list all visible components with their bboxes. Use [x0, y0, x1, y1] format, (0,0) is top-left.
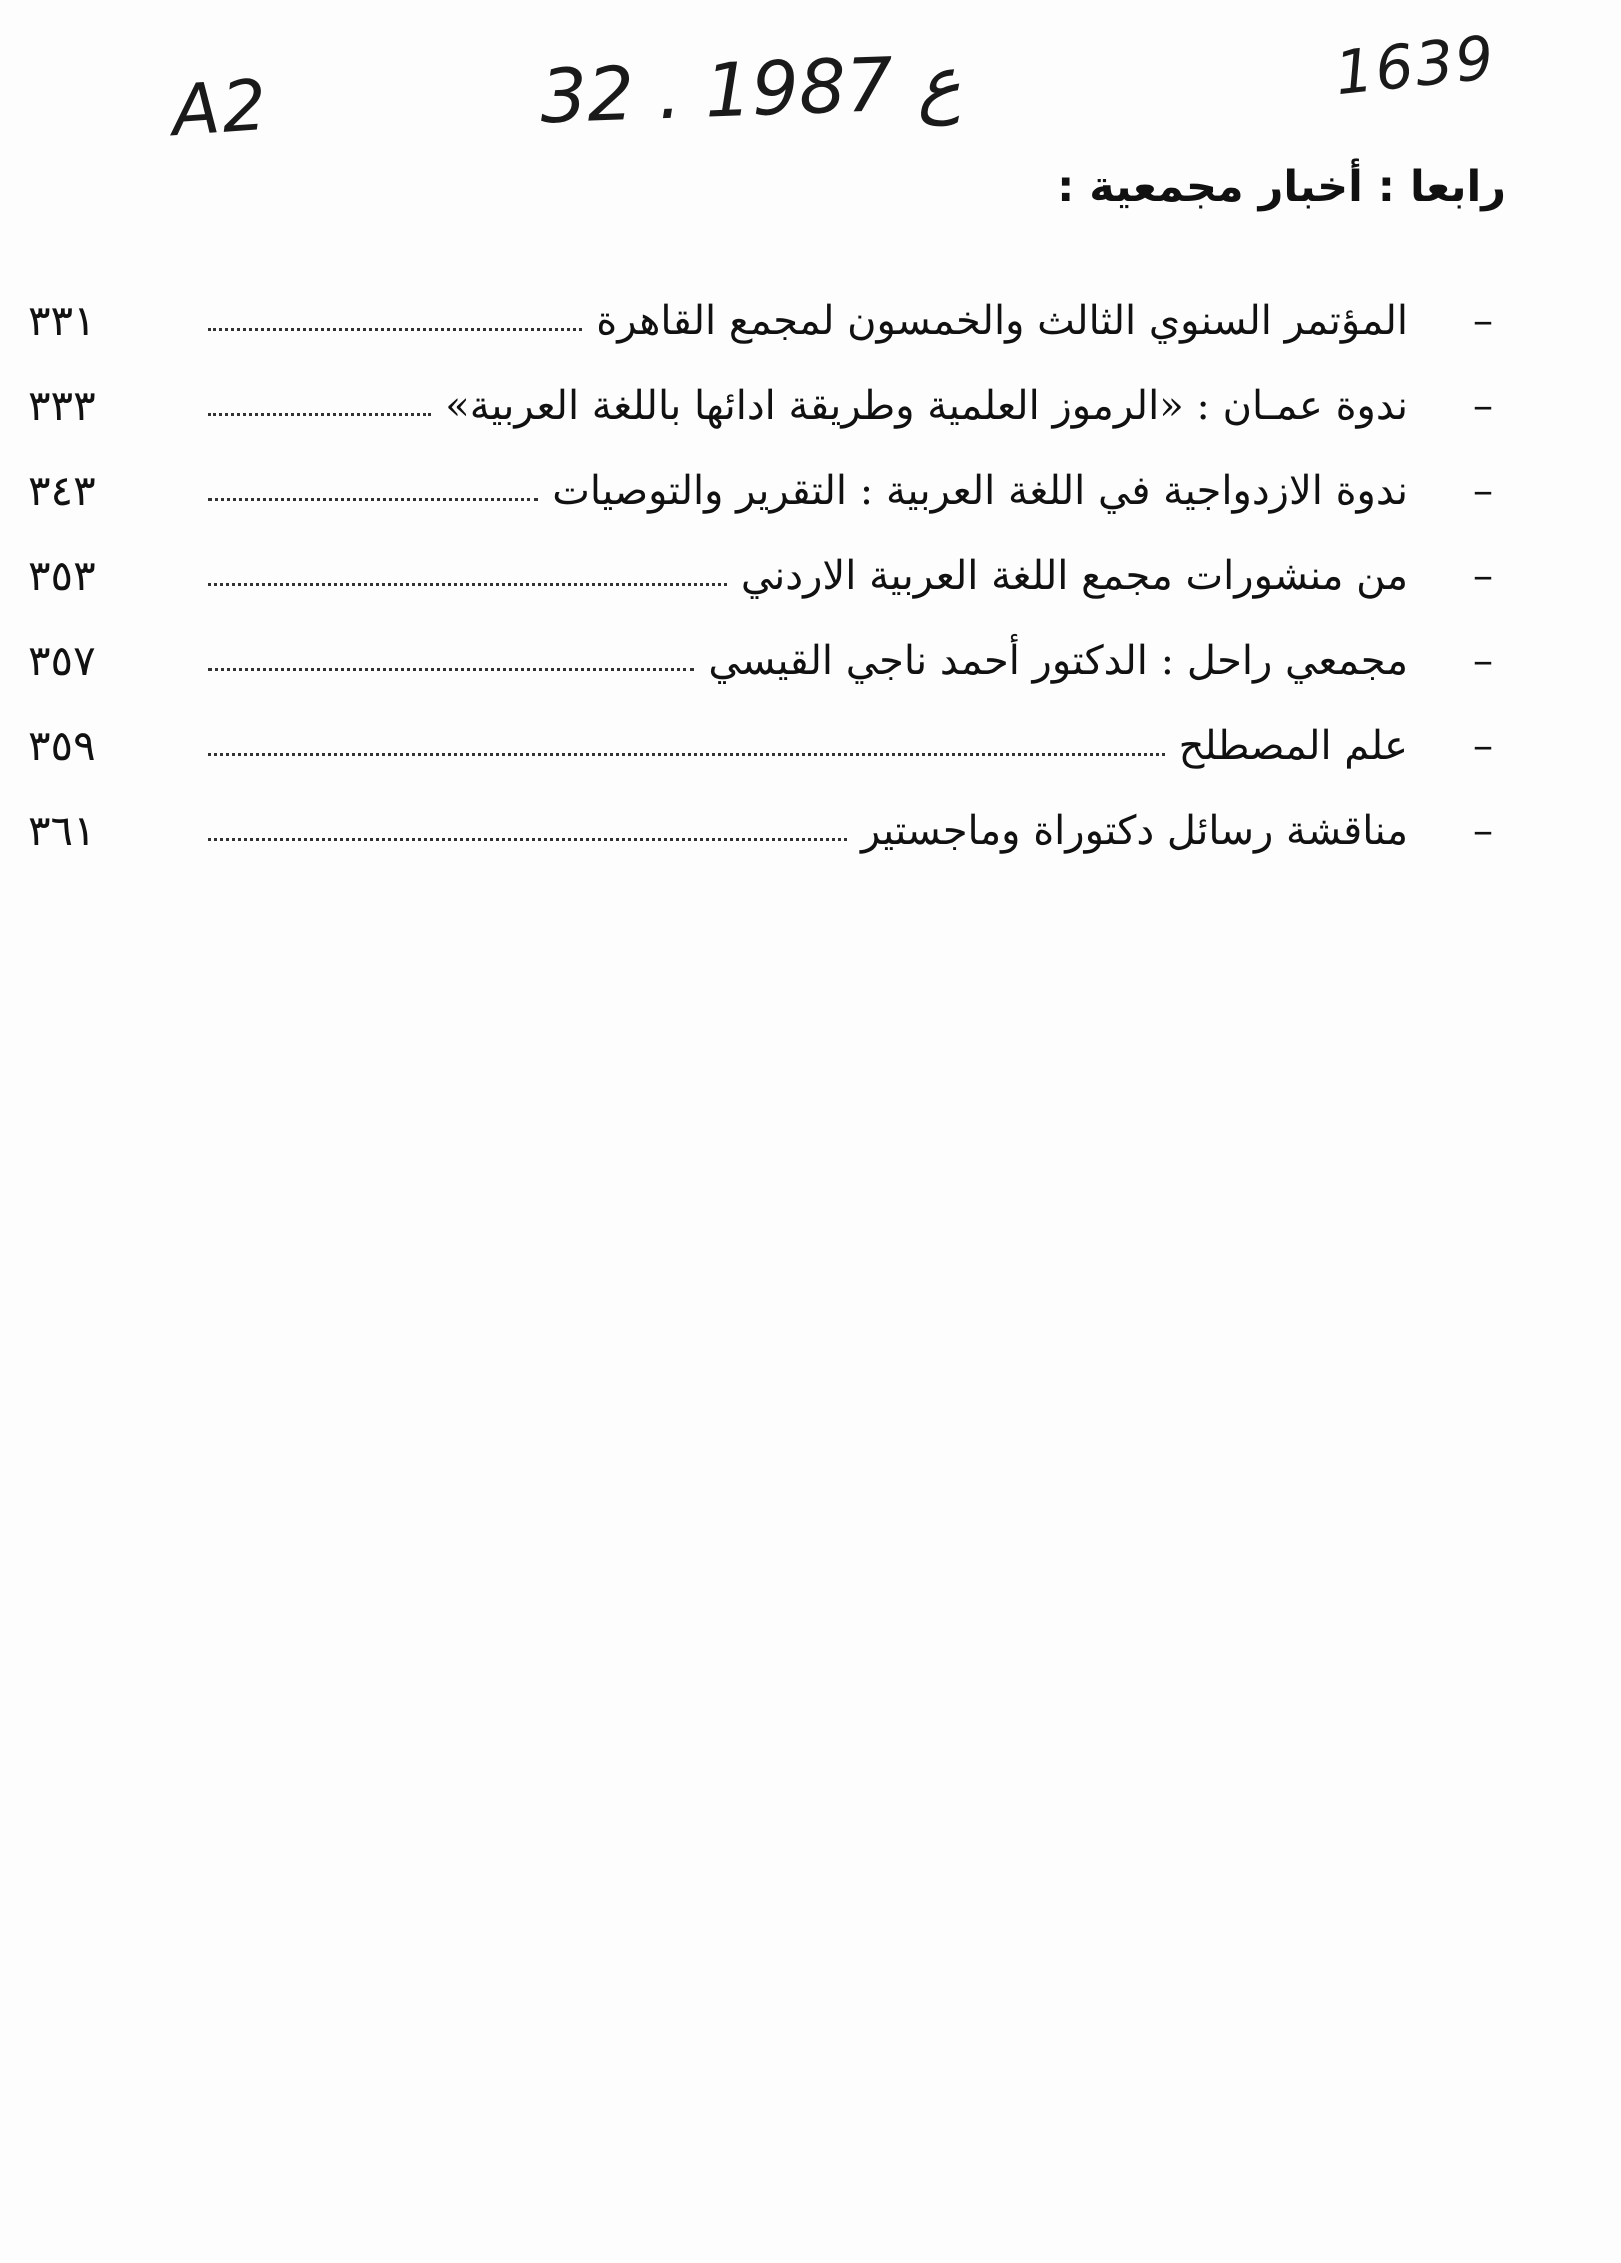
- toc-dash: –: [1473, 637, 1493, 684]
- toc-dot-leader: [208, 328, 582, 331]
- toc-page-number: ٣٣١: [28, 296, 96, 345]
- toc-dot-leader: [208, 753, 1165, 756]
- handwritten-reference: 32 . ع 1987: [538, 39, 963, 141]
- toc-row: [28, 788, 1503, 873]
- toc-row: [28, 363, 1503, 448]
- toc-row: [28, 448, 1503, 533]
- toc-dot-leader: [208, 413, 431, 416]
- table-of-contents: [28, 278, 1503, 873]
- toc-dash: –: [1473, 552, 1493, 599]
- toc-dot-leader: [208, 668, 694, 671]
- toc-row: [28, 533, 1503, 618]
- handwritten-catalog-note: [0, 22, 1621, 155]
- handwritten-number: 1639: [1331, 22, 1499, 110]
- toc-dash: –: [1473, 722, 1493, 769]
- toc-dash: –: [1473, 807, 1493, 854]
- toc-title: ندوة عمـان : «الرموز العلمية وطريقة ادائها باللغة العربية»: [445, 382, 1408, 429]
- toc-row: [28, 703, 1503, 788]
- toc-title: مجمعي راحل : الدكتور أحمد ناجي القيسي: [708, 637, 1408, 684]
- toc-page-number: ٣٥٣: [28, 551, 96, 600]
- toc-dash: –: [1473, 467, 1493, 514]
- toc-dot-leader: [208, 838, 847, 841]
- handwritten-code: A2: [169, 63, 272, 153]
- toc-page-number: ٣٥٩: [28, 721, 96, 770]
- toc-page-number: ٣٦١: [28, 806, 96, 855]
- toc-dash: –: [1473, 297, 1493, 344]
- section-heading: رابعا : أخبار مجمعية :: [1057, 162, 1506, 212]
- toc-row: [28, 278, 1503, 363]
- toc-page-number: ٣٣٣: [28, 381, 96, 430]
- toc-dot-leader: [208, 583, 727, 586]
- toc-dot-leader: [208, 498, 538, 501]
- toc-row: [28, 618, 1503, 703]
- toc-title: مناقشة رسائل دكتوراة وماجستير: [860, 807, 1408, 854]
- toc-dash: –: [1473, 382, 1493, 429]
- toc-title: ندوة الازدواجية في اللغة العربية : التقرير والتوصيات: [552, 467, 1408, 514]
- toc-title: المؤتمر السنوي الثالث والخمسون لمجمع القاهرة: [596, 297, 1408, 344]
- toc-title: علم المصطلح: [1178, 722, 1408, 769]
- toc-page-number: ٣٤٣: [28, 466, 96, 515]
- toc-page-number: ٣٥٧: [28, 636, 96, 685]
- toc-title: من منشورات مجمع اللغة العربية الاردني: [740, 552, 1408, 599]
